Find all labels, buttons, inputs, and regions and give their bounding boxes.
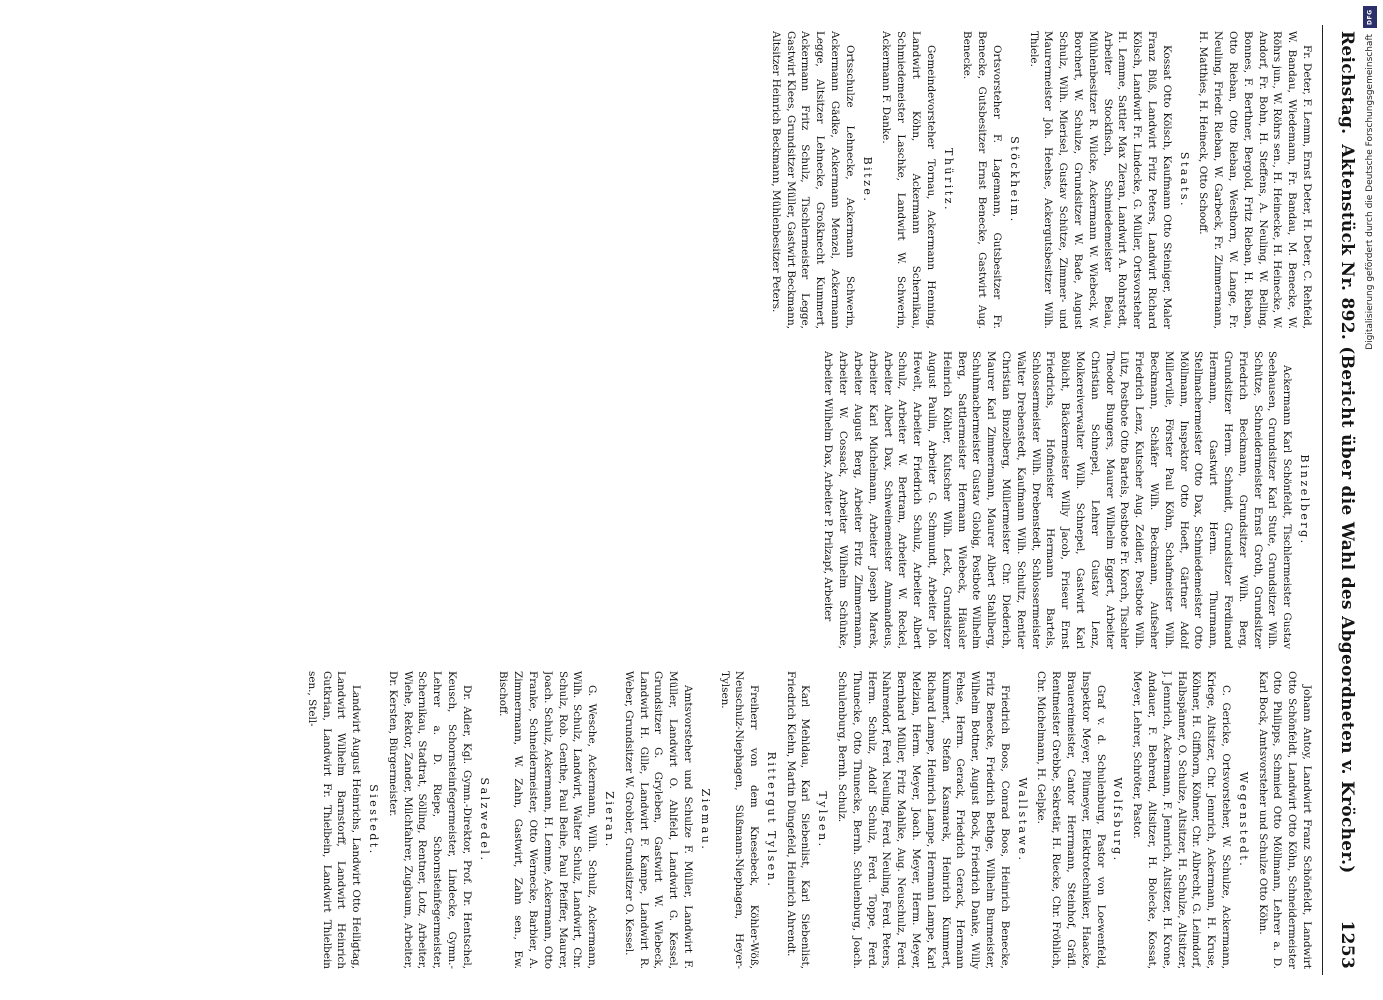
place-heading: Wegenstedt. xyxy=(1236,771,1250,869)
document-page xyxy=(27,25,1357,975)
section xyxy=(620,671,711,969)
place-heading: Ziemau. xyxy=(698,788,712,852)
place-heading: Stöckheim. xyxy=(1007,136,1021,224)
name-list: C. Gericke, Ortsvorsteher, W. Schulze, Ackermann, Kriege, Altsitzer, Chr. Jennrich, Ackermann, H. Kruse, Köhner, H. Giffhorn, Köhner, Chr. Albrecht, G. Leimdorf, Halbspänner, O. Schulze, Altsitzer, H. Schulze, Altsitzer, J. Jennrich, Ackermann, F. Jennrich, Altsitzer, H. Krone, Andauer, F. Behrend, Altsitzer, H. Bolecke, Kossat, Meyer, Lehrer, Schröter, Pastor. xyxy=(1130,671,1232,969)
name-list: Ackermann Karl Schönfeldt, Tischlermeister Gustav Seehausen, Grundsitzer Karl Stute, Grundsitzer Wilh. Schütze, Schneidermeister Ernst Groth, Grundsitzer Friedrich Beckmann, Grundsitzer Wilh. Berg, Grundsitzer Herm. Schmidt, Grundsitzer Ferdinand Hermann, Gastwirt Herm. Thurmann, Stellmachermeister Otto Dax, Schmiedemeister Otto Möllmann, Inspektor Otto Hoeft, Gärtner Adolf Millerville, Förster Paul Köhn, Schafmeister Wilh. Beckmann, Schäfer Wilh. Beckmann, Aufseher Friedrich Lenz, Kutscher Aug. Zeidler, Postbote Wilh. Lütz, Postbote Otto Bartels, Postbote Fr. Korch, Tischler Theodor Bungers, Maurer Wilhelm Eggert, Arbeiter Christian Schnepel, Lehrer Gustav Lenz, Molkereiverwalter Wilh. Schnepel, Gastwirt Karl Bölicht, Bäckermeister Willy Jacob, Friseur Ernst Friedrichs, Hofmeister Hermann Bartels, Schlossermeister Wilh. Drebenstedt, Schlossermeister Walter Drebenstedt, Kaufmann Wilh. Schultz, Rentier Christian Binzelberg, Müllermeister Chr. Diederich, Maurer Karl Zimmermann, Maurer Albert Stahlberg, Schuhmachermeister Gustav Globig, Postbote Wilhelm Berg, Sattlermeister Hermann Wiebeck, Häusler Heinrich Köhler, Kutscher Wilh. Leck, Grundsitzer August Paulin, Arbeiter G. Schmundt, Arbeiter Joh. Hewelt, Arbeiter Friedrich Schulz, Arbeiter Albert Schulz, Arbeiter W. Bertram, Arbeiter W. Reckel, Arbeiter Albert Dax, Schweinemeister Ammandeus, Arbeiter Karl Michelmann, Arbeiter Joseph Marek, Arbeiter August Berg, Arbeiter Fritz Zimmermann, Arbeiter W. Cossack, Arbeiter Wilhelm Schünke, Arbeiter Wilhelm Dax, Arbeiter P. Prilzapf, Arbeiter xyxy=(822,351,1293,649)
name-list: Karl Mehldau, Karl Siebenlist, Karl Siebenlist, Friedrich Kiehn, Martin Düngefeld, Heinrich Ahrendt. xyxy=(784,671,811,969)
place-heading: Rittergut Tylsen. xyxy=(764,751,778,889)
name-list: G. Wesche, Ackermann, Wilh. Schulz, Ackermann, Wilh. Schulz, Landwirt, Walter Schulz, Landwirt, Chr. Schulz, Rob. Genthe, Paul Beihe, Paul Pfeiffer, Maurer, Joach. Schulz, Ackermann, H. Lemme, Ackermann, Otto Franke, Schneidermeister, Otto Wernecke, Barbier, A. Zimmermann, W. Zahn, Gastwirt, Zahn sen., Ew. Bischoff. xyxy=(496,671,598,969)
section xyxy=(304,671,380,969)
place-heading: Bitze. xyxy=(860,156,874,204)
place-heading: Wolfsburg. xyxy=(1110,777,1124,863)
digitization-sidebar xyxy=(1359,6,1381,616)
section xyxy=(1195,31,1313,329)
section xyxy=(1025,31,1190,329)
place-heading: Binzelberg. xyxy=(1297,454,1311,546)
name-list: Fr. Deter, F. Lemm, Ernst Deter, H. Deter, C. Rehfeld, W. Bandau, Wiedemann, Fr. Bandau, M. Benecke, W. Röhrs jun., W. Röhrs sen., H. Heinecke, H. Heinecke, W. Andorf, Fr. Bohn, H. Steffens, A. Neuling, W. Belling, Bonnes, F. Berthner, Bergold, Fritz Rieban, H. Rieban, Otto Rieban, Otto Rieban, Westhorn, W. Lange, Fr. Neuling, Friedr. Rieban, W. Garbeck, Fr. Zimmermann, H. Matthies, H. Heineck, Otto Schooff. xyxy=(1196,31,1313,329)
text-columns xyxy=(44,25,1322,975)
place-heading: Zieran. xyxy=(602,791,616,849)
name-list: Graf v. d. Schulenburg, Pastor von Loewenfeld, Inspektor Meyer, Plümeyer, Elektrotechniker, Haacke, Brauereimeister, Cantor Herrmann, Steinhof, Gräfl. Rentmeister Grebbe, Sekretär, H. Riecke, Chr. Fröhlich, Chr. Michelmann, H. Gelpke. xyxy=(1034,671,1107,969)
column-1 xyxy=(44,31,1314,329)
section xyxy=(768,31,874,329)
section xyxy=(1129,671,1249,969)
page-number: 1253 xyxy=(1336,920,1357,969)
dfg-logo: DFG xyxy=(1363,6,1377,28)
page-header xyxy=(1322,25,1357,975)
name-list: Landwirt August Heinrichs, Landwirt Otto Heiligtag, Landwirt Wilhelm Barnstorff, Landwirt Heinrich Gutkrian, Landwirt Fr. Thielbein, Landwirt Thielbein sen., Stell- xyxy=(305,671,362,969)
name-list: Freiherr von dem Knesebeck, Köhler-Wöß, Neuschulz-Niephagen, Süßmann-Niephagen, Heyer-Tylsen. xyxy=(718,671,760,969)
name-list: Gemeindevorsteher Tornau, Ackermann Henning, Landwirt Köhn, Ackermann Schernikau, Schmiedemeister Laschke, Landwirt W. Schwerin, Ackermann F. Danke. xyxy=(879,31,937,329)
section xyxy=(716,671,777,969)
name-list: Friedrich Boos, Conrad Boos, Heinrich Benecke, Fritz Benecke, Friedrich Bethge, Wilhelm Burmeister, Wilhelm Bottner, August Bock, Friedrich Danke, Willy Fehse, Herm. Gerack, Friedrich Gerack, Hermann Kummert, Stefan Kasmarek, Heinrich Kummert, Richard Lampe, Heinrich Lampe, Hermann Lampe, Karl Melzian, Herm. Meyer, Joach. Meyer, Herm. Meyer, Bernhard Müller, Fritz Mahlke, Aug. Neuschulz, Ferd. Nahrendorf, Ferd. Neuling, Ferd. Neuling, Ferd. Peters, Herm. Schulz, Adolf Schulz, Ferd. Toppe, Ferd. Thunecke, Otto Thunecke, Bernh. Schulenburg, Joach. Schulenburg, Bernh. Schulz. xyxy=(835,671,1011,969)
place-heading: Salzwedel. xyxy=(477,777,491,863)
header-left: Reichstag. xyxy=(1336,31,1357,135)
section xyxy=(1033,671,1124,969)
section xyxy=(1254,671,1313,969)
section xyxy=(959,31,1020,329)
place-heading: Thüritz. xyxy=(941,148,955,212)
section xyxy=(820,351,1310,649)
column-2 xyxy=(44,351,1314,649)
column-3 xyxy=(44,671,1314,969)
place-heading: Wallstawe. xyxy=(1015,777,1029,863)
name-list: Amtsvorsteher und Schulze F. Müller, Landwirt F. Müller, Landwirt O. Ahlfeld, Landwirt G. Kessel, Grundsitzer G. Gryleben, Gastwirt W. Wiebeck, Landwirt H. Gille, Landwirt F. Kampe, Landwirt R. Weber, Grundsitzer W. Grobler, Grundsitzer O. Kessel. xyxy=(622,671,694,969)
name-list: Johann Antoy, Landwirt Franz Schönfeldt, Landwirt Otto Schönfeldt, Landwirt Otto Köhn, Schneidermeister Otto Philipps, Schmied Otto Möllmann, Lehrer a. D. Karl Bock, Amtsvorsteher und Schulze Otto Köhn. xyxy=(1256,671,1313,969)
place-heading: Siestedt. xyxy=(366,784,380,856)
section xyxy=(878,31,954,329)
header-title: Aktenstück Nr. 892. (Bericht über die Wahl des Abgeordneten v. Kröcher.) xyxy=(1336,144,1357,874)
place-heading: Tylsen. xyxy=(815,791,829,849)
funding-credit: Digitalisierung gefördert durch die Deutsche Forschungsgemeinschaft xyxy=(1365,34,1375,350)
section xyxy=(834,671,1028,969)
section xyxy=(384,671,490,969)
name-list: Ortsschulze Lehnecke, Ackermann Schwerin, Ackermann Gädke, Ackermann Menzel, Ackermann Legge, Altsitzer Lehnecke, Großknecht Kummert, Ackermann Fritz Schulz, Tischlermeister Legge, Gastwirt Klees, Grundsitzer Müller, Gastwirt Beckmann, Altsitzer Heinrich Beckmann, Mühlenbesitzer Peters. xyxy=(769,31,856,329)
place-heading: Staats. xyxy=(1177,151,1191,209)
name-list: Dr. Adler, Kgl. Gymn.-Direktor, Prof. Dr. Hentschel, Keusch, Schornsteinfegermeister, Lindecke, Gymn.-Lehrer a. D. Riepe, Schornsteinfegermeister, Schernikau, Stadtrat, Sölling, Rentner, Lotz, Arbeiter, Wiehe, Rektor, Zander, Milchfahrer, Zugbaum, Arbeiter, Dr. Kersten, Bürgermeister. xyxy=(386,671,473,969)
section xyxy=(495,671,615,969)
name-list: Ortsvorsteher F. Lagemann, Gutsbesitzer Fr. Benecke, Gutsbesitzer Ernst Benecke, Gastwirt Aug. Benecke. xyxy=(960,31,1003,329)
name-list: Kossat Otto Kölsch, Kaufmann Otto Steiniger, Maler Franz Büß, Landwirt Fritz Peters, Landwirt Richard Kölsch, Landwirt Fr. Lindecke, G. Müller, Ortsvorsteher H. Lemme, Sattler Max Zieran, Landwirt A. Rohrstedt, Arbeiter Stockfisch, Schmiedemeister Belau, Mühlenbesitzer R. Wilcke, Ackermann W. Wiebeck, W. Borchert, W. Schulze, Grundsitzer W. Bade, August Schulz, Wilh. Mierisel, Gustav Schütze, Zimmer- und Maurermeister Joh. Heehse, Ackergutsbesitzer Wilh. Thiele. xyxy=(1027,31,1173,329)
section xyxy=(782,671,828,969)
